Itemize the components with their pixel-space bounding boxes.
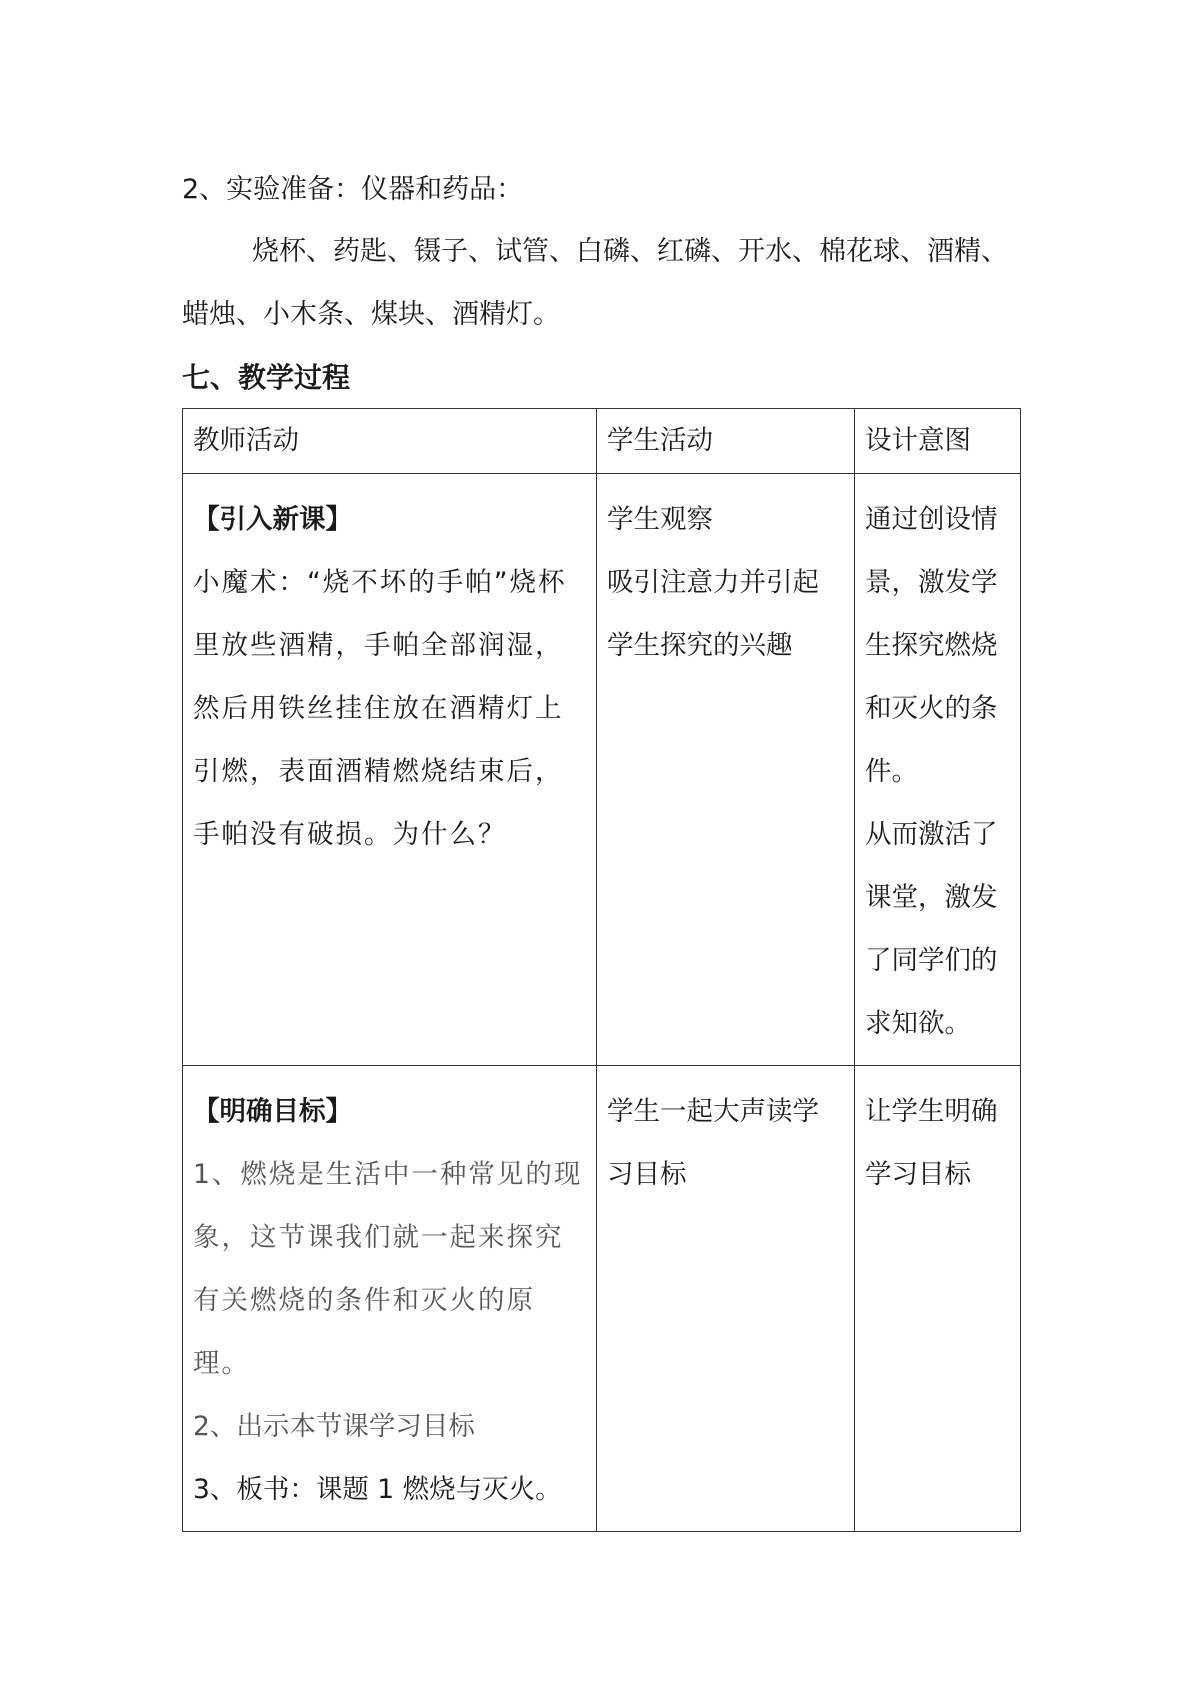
table-header-row xyxy=(183,409,1021,474)
table-row xyxy=(183,1066,1021,1532)
header-design-intent: 设计意图 xyxy=(855,409,1021,474)
prep-heading: 2、实验准备：仪器和药品： xyxy=(182,174,524,205)
student-activity-text: 学生观察 xyxy=(607,504,713,535)
student-activity-cell xyxy=(597,474,855,1066)
design-intent-cell xyxy=(855,1066,1021,1532)
design-intent-text: 通过创设情景，激发学生探究燃烧和灭火的条件。 xyxy=(865,504,998,787)
header-student-activity: 学生活动 xyxy=(597,409,855,474)
teacher-activity-text: 3、板书：课题 1 燃烧与灭火。 xyxy=(193,1474,562,1505)
design-intent-text: 从而激活了课堂，激发了同学们的求知欲。 xyxy=(865,819,998,1039)
teacher-activity-text: 2、出示本节课学习目标 xyxy=(193,1411,475,1442)
teacher-activity-cell xyxy=(183,1066,597,1532)
student-activity-cell xyxy=(597,1066,855,1532)
prep-items-line1: 烧杯、药匙、镊子、试管、白磷、红磷、开水、棉花球、酒精、 xyxy=(252,236,1008,267)
table-row xyxy=(183,474,1021,1066)
teacher-activity-text: 小魔术：“烧不坏的手帕”烧杯里放些酒精，手帕全部润湿，然后用铁丝挂住放在酒精灯上引燃，表面酒精燃烧结束后，手帕没有破损。为什么？ xyxy=(193,567,567,850)
design-intent-text: 让学生明确学习目标 xyxy=(865,1096,998,1190)
section-tag: 【引入新课】 xyxy=(193,504,352,535)
header-teacher-activity: 教师活动 xyxy=(183,409,597,474)
teacher-activity-cell xyxy=(183,474,597,1066)
section-tag: 【明确目标】 xyxy=(193,1096,352,1127)
prep-items-line2: 蜡烛、小木条、煤块、酒精灯。 xyxy=(182,299,560,330)
teaching-process-table xyxy=(182,408,1021,1532)
student-activity-text: 吸引注意力并引起学生探究的兴趣 xyxy=(607,567,819,661)
design-intent-cell xyxy=(855,474,1021,1066)
student-activity-text: 学生一起大声读学习目标 xyxy=(607,1096,819,1190)
teacher-activity-text: 1、燃烧是生活中一种常见的现象，这节课我们就一起来探究有关燃烧的条件和灭火的原理。 xyxy=(193,1159,583,1379)
section-title-teaching-process: 七、教学过程 xyxy=(182,361,351,394)
